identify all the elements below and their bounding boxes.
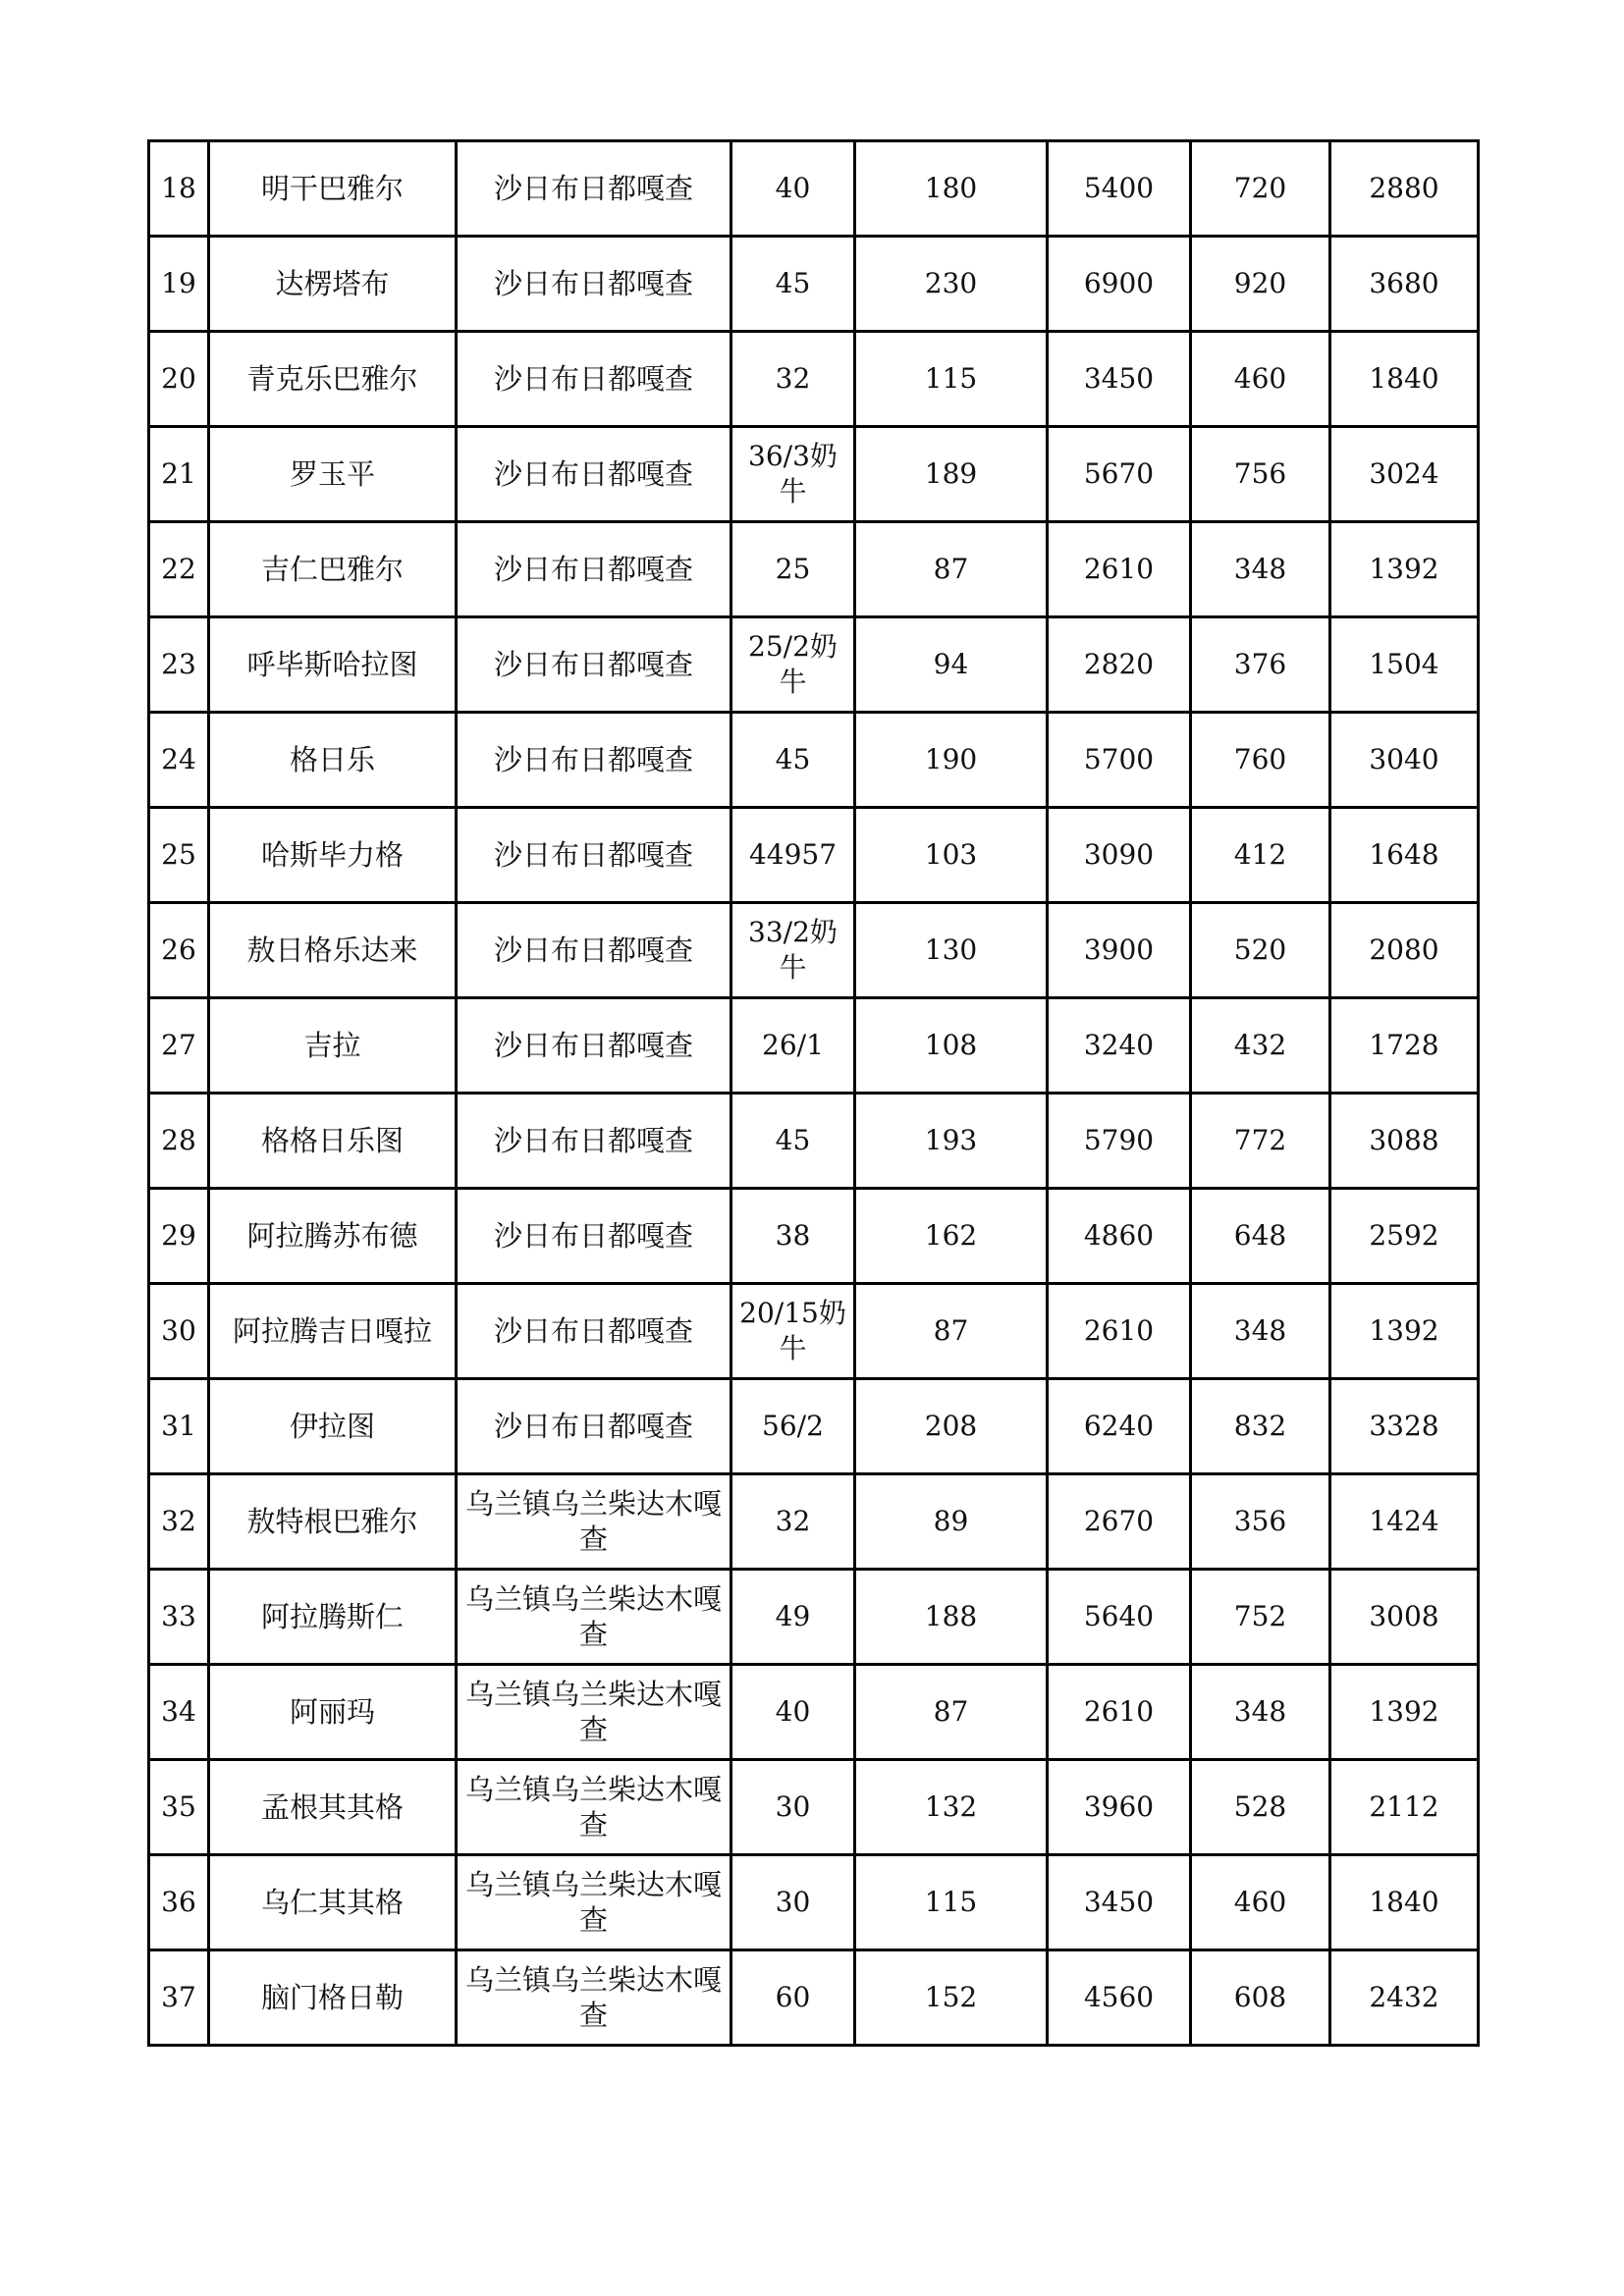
livestock-cell: 30 xyxy=(731,1855,855,1950)
value-cell: 1840 xyxy=(1330,332,1479,427)
value-cell: 6240 xyxy=(1048,1379,1191,1474)
name-cell: 哈斯毕力格 xyxy=(209,808,457,903)
value-cell: 5790 xyxy=(1048,1094,1191,1189)
value-cell: 760 xyxy=(1191,713,1330,808)
livestock-cell: 33/2奶牛 xyxy=(731,903,855,998)
value-cell: 3328 xyxy=(1330,1379,1479,1474)
location-cell: 乌兰镇乌兰柴达木嘎查 xyxy=(457,1474,731,1570)
value-cell: 180 xyxy=(855,141,1048,237)
location-cell: 乌兰镇乌兰柴达木嘎查 xyxy=(457,1665,731,1760)
table-row xyxy=(149,1379,1479,1474)
row-number-cell: 23 xyxy=(149,617,209,713)
value-cell: 648 xyxy=(1191,1189,1330,1284)
value-cell: 756 xyxy=(1191,427,1330,522)
value-cell: 3024 xyxy=(1330,427,1479,522)
value-cell: 87 xyxy=(855,1665,1048,1760)
value-cell: 432 xyxy=(1191,998,1330,1094)
value-cell: 356 xyxy=(1191,1474,1330,1570)
row-number-cell: 30 xyxy=(149,1284,209,1379)
value-cell: 460 xyxy=(1191,332,1330,427)
value-cell: 2880 xyxy=(1330,141,1479,237)
table-row xyxy=(149,1474,1479,1570)
value-cell: 3960 xyxy=(1048,1760,1191,1855)
row-number-cell: 34 xyxy=(149,1665,209,1760)
value-cell: 348 xyxy=(1191,1284,1330,1379)
table-row xyxy=(149,141,1479,237)
value-cell: 348 xyxy=(1191,1665,1330,1760)
value-cell: 1728 xyxy=(1330,998,1479,1094)
name-cell: 乌仁其其格 xyxy=(209,1855,457,1950)
value-cell: 190 xyxy=(855,713,1048,808)
value-cell: 162 xyxy=(855,1189,1048,1284)
location-cell: 乌兰镇乌兰柴达木嘎查 xyxy=(457,1760,731,1855)
value-cell: 3040 xyxy=(1330,713,1479,808)
name-cell: 阿拉腾苏布德 xyxy=(209,1189,457,1284)
location-cell: 沙日布日都嘎查 xyxy=(457,522,731,617)
value-cell: 2432 xyxy=(1330,1950,1479,2046)
livestock-cell: 40 xyxy=(731,1665,855,1760)
value-cell: 2592 xyxy=(1330,1189,1479,1284)
livestock-cell: 60 xyxy=(731,1950,855,2046)
value-cell: 752 xyxy=(1191,1570,1330,1665)
value-cell: 130 xyxy=(855,903,1048,998)
name-cell: 吉拉 xyxy=(209,998,457,1094)
value-cell: 94 xyxy=(855,617,1048,713)
value-cell: 460 xyxy=(1191,1855,1330,1950)
value-cell: 2610 xyxy=(1048,1665,1191,1760)
livestock-cell: 38 xyxy=(731,1189,855,1284)
value-cell: 132 xyxy=(855,1760,1048,1855)
table-row xyxy=(149,903,1479,998)
row-number-cell: 37 xyxy=(149,1950,209,2046)
table-row xyxy=(149,1570,1479,1665)
name-cell: 达楞塔布 xyxy=(209,237,457,332)
row-number-cell: 27 xyxy=(149,998,209,1094)
value-cell: 2820 xyxy=(1048,617,1191,713)
livestock-cell: 32 xyxy=(731,332,855,427)
table-row xyxy=(149,1094,1479,1189)
name-cell: 脑门格日勒 xyxy=(209,1950,457,2046)
table-row xyxy=(149,617,1479,713)
row-number-cell: 19 xyxy=(149,237,209,332)
table-row xyxy=(149,332,1479,427)
row-number-cell: 36 xyxy=(149,1855,209,1950)
value-cell: 3088 xyxy=(1330,1094,1479,1189)
value-cell: 1424 xyxy=(1330,1474,1479,1570)
livestock-cell: 45 xyxy=(731,1094,855,1189)
row-number-cell: 26 xyxy=(149,903,209,998)
value-cell: 3450 xyxy=(1048,332,1191,427)
row-number-cell: 22 xyxy=(149,522,209,617)
name-cell: 明干巴雅尔 xyxy=(209,141,457,237)
value-cell: 720 xyxy=(1191,141,1330,237)
location-cell: 沙日布日都嘎查 xyxy=(457,237,731,332)
location-cell: 沙日布日都嘎查 xyxy=(457,998,731,1094)
value-cell: 608 xyxy=(1191,1950,1330,2046)
value-cell: 4860 xyxy=(1048,1189,1191,1284)
value-cell: 188 xyxy=(855,1570,1048,1665)
row-number-cell: 35 xyxy=(149,1760,209,1855)
livestock-cell: 45 xyxy=(731,237,855,332)
value-cell: 4560 xyxy=(1048,1950,1191,2046)
value-cell: 115 xyxy=(855,1855,1048,1950)
name-cell: 孟根其其格 xyxy=(209,1760,457,1855)
value-cell: 1504 xyxy=(1330,617,1479,713)
name-cell: 青克乐巴雅尔 xyxy=(209,332,457,427)
value-cell: 189 xyxy=(855,427,1048,522)
name-cell: 敖特根巴雅尔 xyxy=(209,1474,457,1570)
data-table xyxy=(147,139,1480,2047)
livestock-cell: 20/15奶牛 xyxy=(731,1284,855,1379)
livestock-cell: 49 xyxy=(731,1570,855,1665)
name-cell: 格日乐 xyxy=(209,713,457,808)
name-cell: 敖日格乐达来 xyxy=(209,903,457,998)
table-row xyxy=(149,1189,1479,1284)
location-cell: 乌兰镇乌兰柴达木嘎查 xyxy=(457,1950,731,2046)
location-cell: 乌兰镇乌兰柴达木嘎查 xyxy=(457,1855,731,1950)
value-cell: 5400 xyxy=(1048,141,1191,237)
row-number-cell: 25 xyxy=(149,808,209,903)
value-cell: 3450 xyxy=(1048,1855,1191,1950)
row-number-cell: 28 xyxy=(149,1094,209,1189)
value-cell: 152 xyxy=(855,1950,1048,2046)
value-cell: 2610 xyxy=(1048,1284,1191,1379)
row-number-cell: 18 xyxy=(149,141,209,237)
value-cell: 87 xyxy=(855,1284,1048,1379)
value-cell: 3680 xyxy=(1330,237,1479,332)
location-cell: 沙日布日都嘎查 xyxy=(457,1379,731,1474)
value-cell: 103 xyxy=(855,808,1048,903)
row-number-cell: 20 xyxy=(149,332,209,427)
row-number-cell: 24 xyxy=(149,713,209,808)
value-cell: 2610 xyxy=(1048,522,1191,617)
livestock-cell: 26/1 xyxy=(731,998,855,1094)
livestock-cell: 25 xyxy=(731,522,855,617)
row-number-cell: 32 xyxy=(149,1474,209,1570)
name-cell: 阿丽玛 xyxy=(209,1665,457,1760)
location-cell: 沙日布日都嘎查 xyxy=(457,713,731,808)
location-cell: 沙日布日都嘎查 xyxy=(457,141,731,237)
value-cell: 376 xyxy=(1191,617,1330,713)
name-cell: 吉仁巴雅尔 xyxy=(209,522,457,617)
table-row xyxy=(149,427,1479,522)
value-cell: 412 xyxy=(1191,808,1330,903)
location-cell: 沙日布日都嘎查 xyxy=(457,1189,731,1284)
table-row xyxy=(149,522,1479,617)
value-cell: 5700 xyxy=(1048,713,1191,808)
table-body xyxy=(149,141,1479,2046)
value-cell: 1648 xyxy=(1330,808,1479,903)
value-cell: 5670 xyxy=(1048,427,1191,522)
value-cell: 528 xyxy=(1191,1760,1330,1855)
value-cell: 1392 xyxy=(1330,1284,1479,1379)
value-cell: 832 xyxy=(1191,1379,1330,1474)
name-cell: 呼毕斯哈拉图 xyxy=(209,617,457,713)
livestock-cell: 36/3奶牛 xyxy=(731,427,855,522)
name-cell: 格格日乐图 xyxy=(209,1094,457,1189)
value-cell: 115 xyxy=(855,332,1048,427)
table-row xyxy=(149,1950,1479,2046)
value-cell: 348 xyxy=(1191,522,1330,617)
value-cell: 2080 xyxy=(1330,903,1479,998)
location-cell: 沙日布日都嘎查 xyxy=(457,617,731,713)
livestock-cell: 32 xyxy=(731,1474,855,1570)
value-cell: 5640 xyxy=(1048,1570,1191,1665)
value-cell: 208 xyxy=(855,1379,1048,1474)
value-cell: 108 xyxy=(855,998,1048,1094)
livestock-cell: 44957 xyxy=(731,808,855,903)
name-cell: 罗玉平 xyxy=(209,427,457,522)
livestock-cell: 56/2 xyxy=(731,1379,855,1474)
table-row xyxy=(149,713,1479,808)
livestock-cell: 25/2奶牛 xyxy=(731,617,855,713)
value-cell: 1392 xyxy=(1330,1665,1479,1760)
livestock-cell: 30 xyxy=(731,1760,855,1855)
row-number-cell: 29 xyxy=(149,1189,209,1284)
location-cell: 沙日布日都嘎查 xyxy=(457,808,731,903)
row-number-cell: 31 xyxy=(149,1379,209,1474)
row-number-cell: 21 xyxy=(149,427,209,522)
table-row xyxy=(149,808,1479,903)
value-cell: 2670 xyxy=(1048,1474,1191,1570)
value-cell: 230 xyxy=(855,237,1048,332)
table-row xyxy=(149,237,1479,332)
value-cell: 520 xyxy=(1191,903,1330,998)
livestock-cell: 45 xyxy=(731,713,855,808)
value-cell: 1392 xyxy=(1330,522,1479,617)
location-cell: 沙日布日都嘎查 xyxy=(457,903,731,998)
name-cell: 阿拉腾吉日嘎拉 xyxy=(209,1284,457,1379)
location-cell: 沙日布日都嘎查 xyxy=(457,1094,731,1189)
location-cell: 乌兰镇乌兰柴达木嘎查 xyxy=(457,1570,731,1665)
table-row xyxy=(149,1855,1479,1950)
value-cell: 2112 xyxy=(1330,1760,1479,1855)
value-cell: 772 xyxy=(1191,1094,1330,1189)
value-cell: 3090 xyxy=(1048,808,1191,903)
location-cell: 沙日布日都嘎查 xyxy=(457,427,731,522)
table-row xyxy=(149,1760,1479,1855)
value-cell: 1840 xyxy=(1330,1855,1479,1950)
value-cell: 920 xyxy=(1191,237,1330,332)
name-cell: 伊拉图 xyxy=(209,1379,457,1474)
value-cell: 3240 xyxy=(1048,998,1191,1094)
value-cell: 3008 xyxy=(1330,1570,1479,1665)
location-cell: 沙日布日都嘎查 xyxy=(457,332,731,427)
table-row xyxy=(149,1665,1479,1760)
table-row xyxy=(149,998,1479,1094)
row-number-cell: 33 xyxy=(149,1570,209,1665)
name-cell: 阿拉腾斯仁 xyxy=(209,1570,457,1665)
value-cell: 87 xyxy=(855,522,1048,617)
table-row xyxy=(149,1284,1479,1379)
livestock-cell: 40 xyxy=(731,141,855,237)
location-cell: 沙日布日都嘎查 xyxy=(457,1284,731,1379)
value-cell: 193 xyxy=(855,1094,1048,1189)
value-cell: 6900 xyxy=(1048,237,1191,332)
value-cell: 89 xyxy=(855,1474,1048,1570)
value-cell: 3900 xyxy=(1048,903,1191,998)
